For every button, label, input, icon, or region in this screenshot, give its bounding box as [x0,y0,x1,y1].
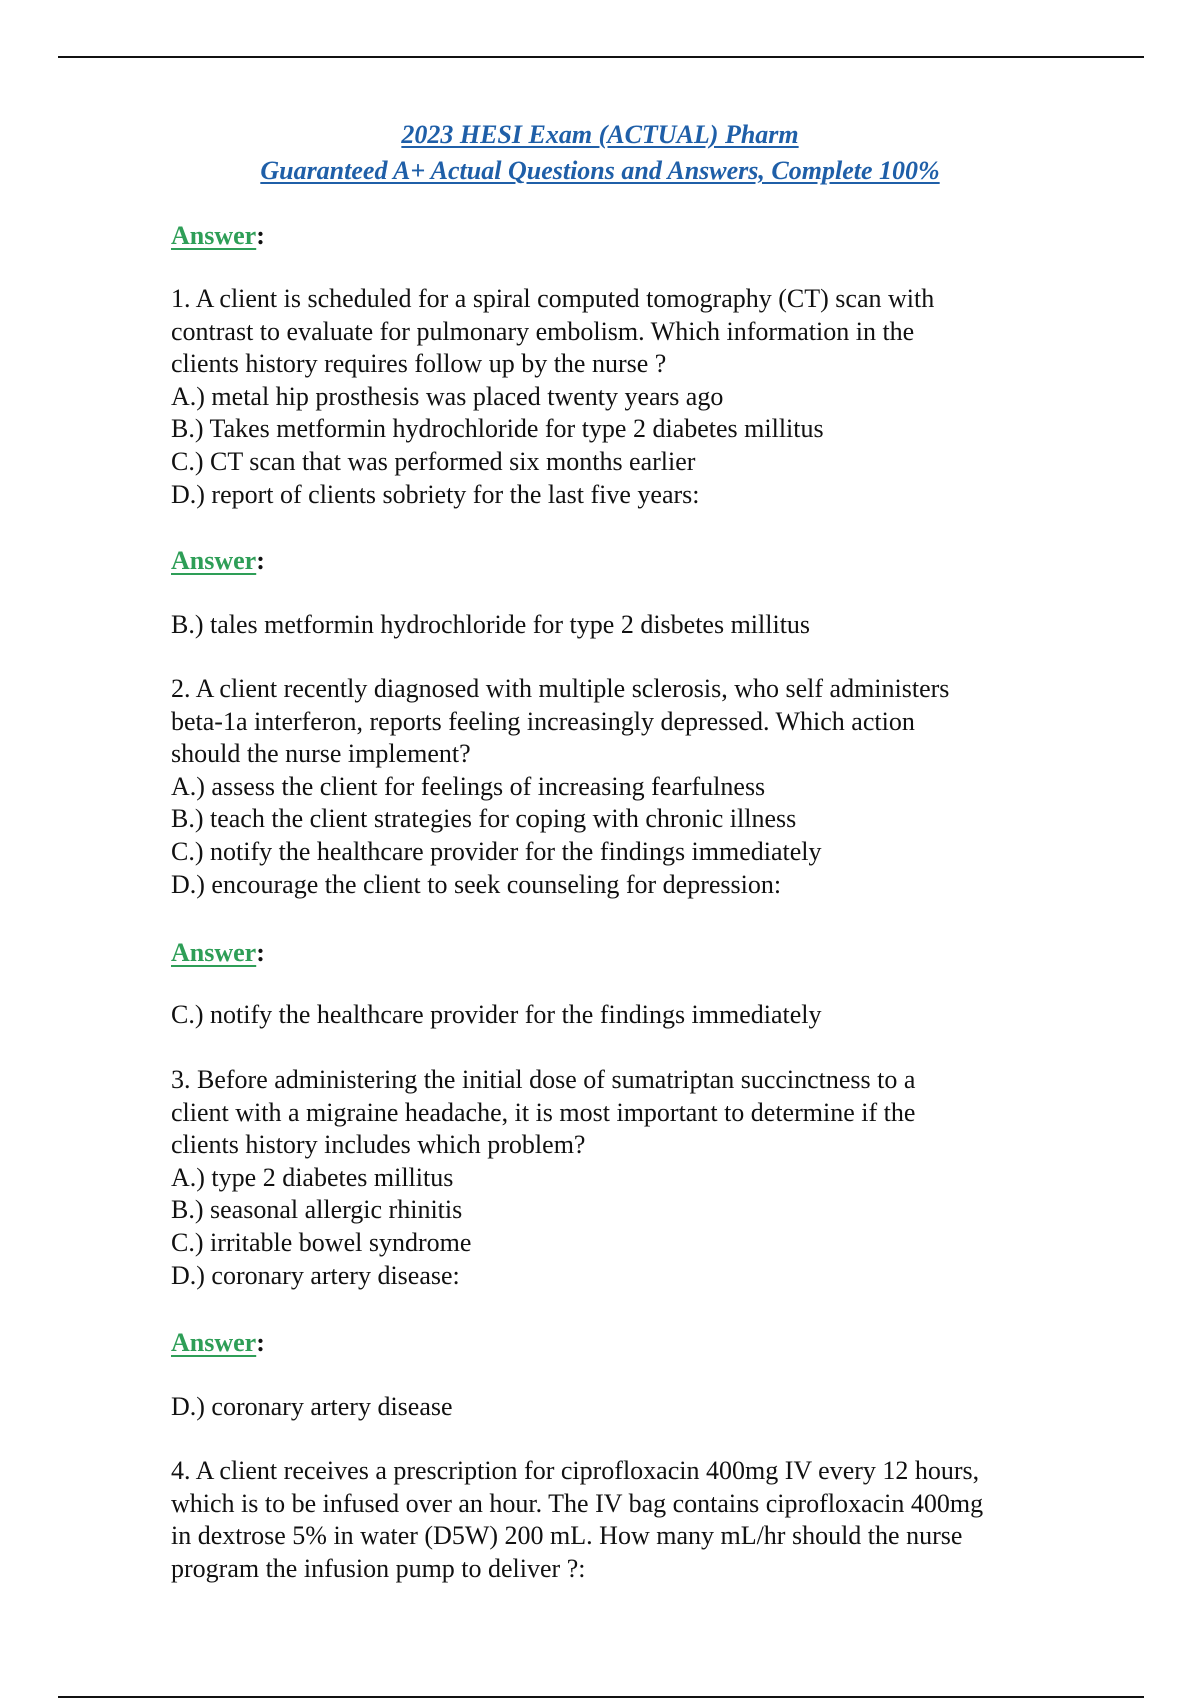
answer-label [171,1326,265,1360]
question-1-stem-line: contrast to evaluate for pulmonary embolism. Which information in the [171,316,915,346]
question-3-option-b: B.) seasonal allergic rhinitis [171,1195,463,1225]
question-3 [171,1064,1131,1292]
document-title: 2023 HESI Exam (ACTUAL) Pharm [401,120,799,149]
question-2-stem-line: should the nurse implement? [171,739,471,769]
question-2-answer: C.) notify the healthcare provider for the findings immediately [171,1000,822,1029]
question-2-stem-line: 2. A client recently diagnosed with multiple sclerosis, who self administers [171,674,950,703]
answer-label-colon: : [256,546,265,575]
question-3-option-c: C.) irritable bowel syndrome [171,1227,472,1257]
question-4-stem-line: program the infusion pump to deliver ?: [171,1553,586,1583]
answer-label-word: Answer [171,221,257,250]
question-1-stem-line: 1. A client is scheduled for a spiral computed tomography (CT) scan with [171,284,935,313]
question-4-stem-line: 4. A client receives a prescription for ciprofloxacin 400mg IV every 12 hours, [171,1456,980,1485]
question-4 [171,1455,1131,1585]
question-2-option-a: A.) assess the client for feelings of increasing fearfulness [171,771,766,801]
question-1 [171,283,1131,511]
question-3-answer: D.) coronary artery disease [171,1392,453,1421]
answer-label-colon: : [256,221,265,250]
question-2-option-b: B.) teach the client strategies for coping with chronic illness [171,804,797,834]
question-3-option-a: A.) type 2 diabetes millitus [171,1162,454,1192]
question-1-option-b: B.) Takes metformin hydrochloride for type 2 diabetes millitus [171,414,824,444]
answer-label-colon: : [256,1328,265,1357]
answer-label-word: Answer [171,546,257,575]
question-3-option-d: D.) coronary artery disease: [171,1260,460,1290]
question-3-stem-line: 3. Before administering the initial dose of sumatriptan succinctness to a [171,1065,916,1094]
answer-label-word: Answer [171,938,257,967]
question-1-answer: B.) tales metformin hydrochloride for type 2 disbetes millitus [171,610,811,639]
question-2-stem-line: beta-1a interferon, reports feeling increasingly depressed. Which action [171,706,915,736]
question-2-option-d: D.) encourage the client to seek counseling for depression: [171,869,782,899]
answer-label [171,219,265,253]
answer-label-word: Answer [171,1328,257,1357]
question-4-stem-line: in dextrose 5% in water (D5W) 200 mL. How many mL/hr should the nurse [171,1521,963,1551]
question-4-stem-line: which is to be infused over an hour. The IV bag contains ciprofloxacin 400mg [171,1488,984,1518]
question-3-stem-line: clients history includes which problem? [171,1130,586,1160]
question-1-option-d: D.) report of clients sobriety for the last five years: [171,479,700,509]
answer-label [171,936,265,970]
question-2-option-c: C.) notify the healthcare provider for the findings immediately [171,836,822,866]
bottom-rule [58,1696,1144,1698]
question-1-option-a: A.) metal hip prosthesis was placed twenty years ago [171,381,724,411]
question-1-stem-line: clients history requires follow up by the nurse ? [171,349,667,379]
question-1-option-c: C.) CT scan that was performed six months earlier [171,446,696,476]
answer-label [171,544,265,578]
question-3-stem-line: client with a migraine headache, it is most important to determine if the [171,1097,916,1127]
document-subtitle: Guaranteed A+ Actual Questions and Answers, Complete 100% [260,156,940,185]
question-2 [171,673,1131,901]
top-rule [58,56,1144,58]
answer-label-colon: : [256,938,265,967]
